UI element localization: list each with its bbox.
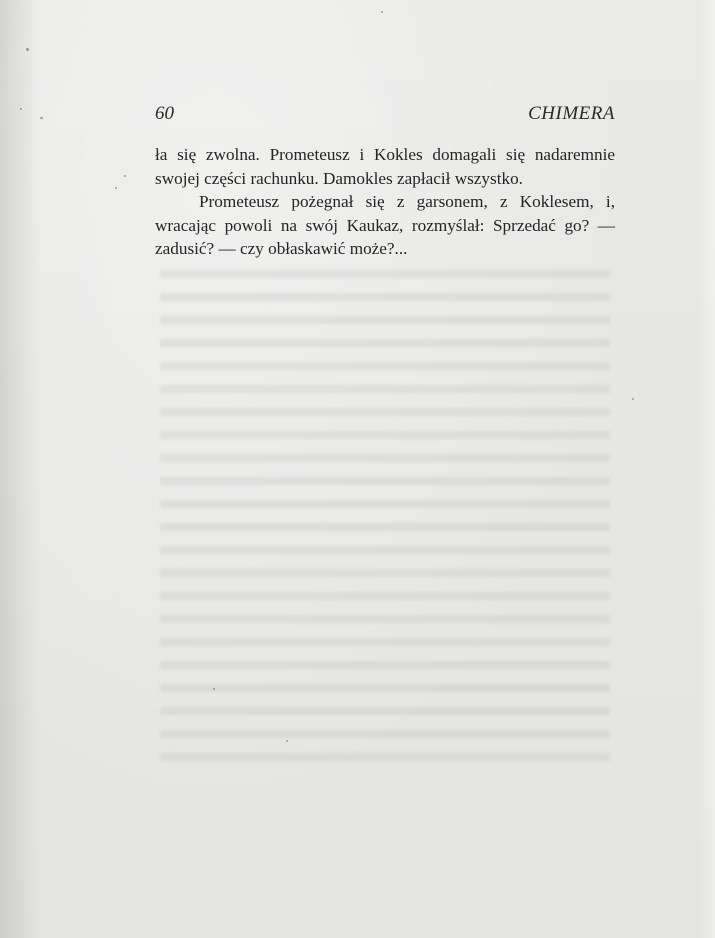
scan-speck	[213, 688, 215, 690]
scan-speck	[26, 48, 29, 51]
scan-speck	[632, 398, 634, 400]
paragraph: Prometeusz pożegnał się z garsonem, z Koklesem, i, wracając powoli na swój Kaukaz, rozmyślał: Sprzedać go? — zadusić? — czy obłaskawić może?...	[155, 192, 615, 258]
scan-speck	[115, 187, 117, 189]
scan-speck	[20, 108, 22, 110]
paragraph: ła się zwolna. Prometeusz i Kokles domagali się nadaremnie swojej części rachunku. Damokles zapłacił wszystko.	[155, 145, 615, 188]
running-header	[155, 103, 615, 127]
page-gutter-shadow	[0, 0, 40, 938]
running-title: CHIMERA	[528, 103, 615, 124]
scan-speck	[124, 175, 126, 177]
scan-speck	[40, 117, 43, 119]
bleed-through-texture	[160, 270, 610, 770]
page-edge	[697, 0, 715, 938]
body-text	[155, 143, 615, 261]
scan-speck	[381, 11, 383, 13]
page-number: 60	[155, 103, 174, 124]
scan-speck	[286, 740, 288, 742]
